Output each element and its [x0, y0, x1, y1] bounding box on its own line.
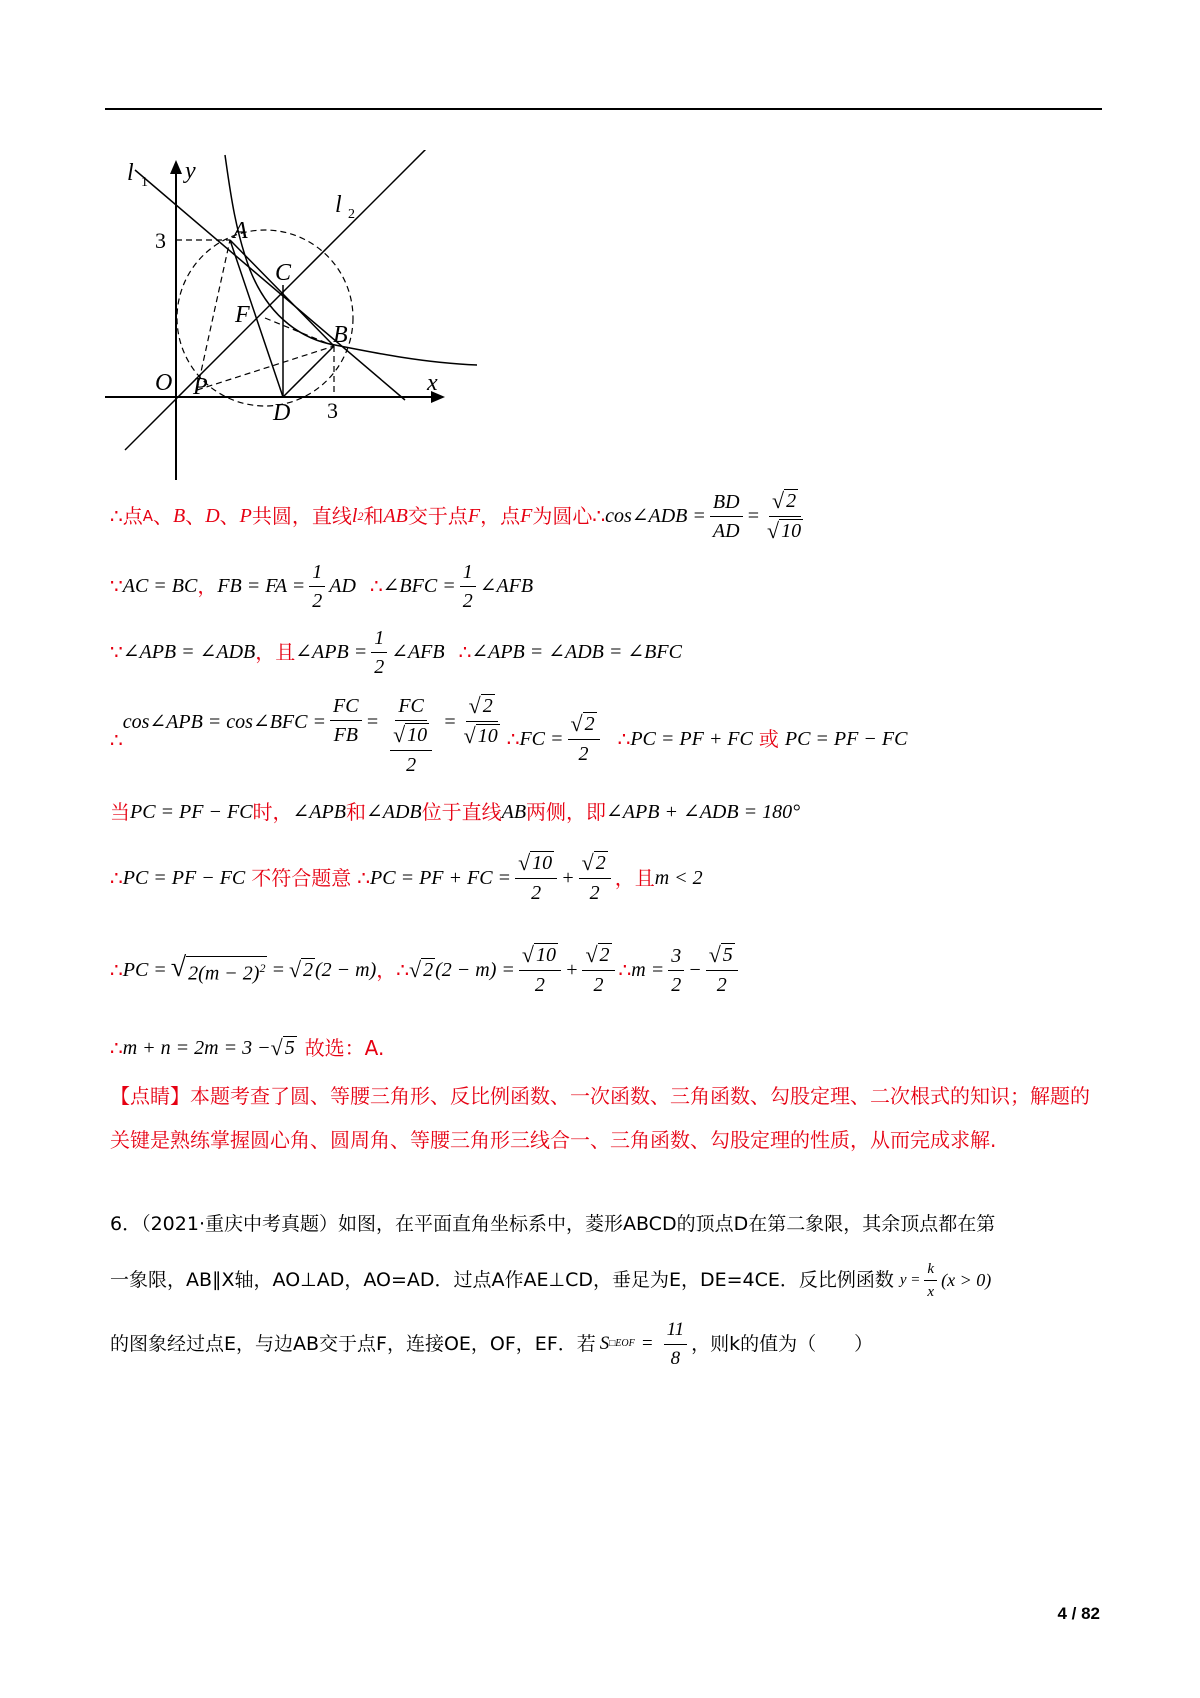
svg-text:A: A	[233, 218, 248, 244]
svg-text:B: B	[333, 322, 348, 348]
solution-line-6: ∴ PC = PF − FC 不符合题意 ∴ PC = PF + FC = √ 10 2 + √ 2 2 ，且 m < 2	[110, 850, 703, 904]
header-rule	[105, 108, 1102, 110]
geometry-figure	[105, 150, 485, 490]
svg-text:P: P	[193, 374, 208, 400]
svg-text:O: O	[155, 370, 173, 396]
svg-text:x: x	[427, 370, 438, 396]
solution-line-3: ∵ ∠APB = ∠ADB ，且 ∠APB = $\frac{1}{2}$ ∠AFB ∴ ∠APB = ∠ADB = ∠BFC	[110, 626, 682, 678]
solution-line-5: 当 PC = PF − FC 时， ∠APB 和 ∠ADB 位于直线 AB 两侧，即 ∠APB + ∠ADB = 180°	[110, 800, 801, 824]
svg-text:2: 2	[348, 207, 355, 222]
solution-line-7: ∴ PC = √ $2(m - 2)^2$ = √ 2 (2 − m) ， ∴ √ 2 (2 − m) = √ 10 2 + √ 2 2 ∴ m = $\frac{3}{2}$ − √ 5 2	[110, 940, 742, 1000]
svg-text:C: C	[275, 260, 292, 286]
question-6-line-2: 一象限，AB∥X轴，AO⊥AD，AO=AD．过点A作AE⊥CD，垂足为E，DE=4CE．反比例函数 y = $\frac{k}{x}$ (x > 0)	[110, 1260, 992, 1300]
svg-text:3: 3	[327, 398, 338, 423]
comment-paragraph: 【点睛】本题考查了圆、等腰三角形、反比例函数、一次函数、三角函数、勾股定理、二次根式的知识；解题的关键是熟练掌握圆心角、圆周角、等腰三角形三线合一、三角函数、勾股定理的性质，从而完成求解.	[110, 1084, 1090, 1152]
solution-line-8: ∴ m + n = 2m = 3 − √ 5 故选：A.	[110, 1035, 385, 1060]
question-6-line-3: 的图象经过点E，与边AB交于点F，连接OE，OF，EF．若 S □EOF = $\frac{11}{8}$ ，则k的值为（ ）	[110, 1318, 874, 1369]
page-number: 4 / 82	[1057, 1604, 1100, 1623]
y-axis-arrow	[170, 160, 182, 174]
svg-text:l: l	[127, 160, 134, 186]
solution-line-4: ∴ cos∠APB = cos∠BFC = $\frac{FC}{FB}$ = FC √ 10 2 = √ 2 √ 10 ∴ FC = √ 2 2 ∴ PC = PF + FC 或 PC = PF − FC	[110, 693, 908, 776]
svg-text:1: 1	[141, 175, 148, 190]
svg-text:3: 3	[155, 228, 166, 253]
svg-text:y: y	[185, 158, 196, 184]
solution-line-1: ∴点 A 、 B 、 D 、 P 共圆，直线 l 2 和 AB 交于点 F ，点 F 为圆心∴ cos∠ADB = $\frac{BD}{AD}$ = √ 2 √ 10	[110, 487, 802, 543]
svg-text:l: l	[335, 192, 342, 218]
svg-text:F: F	[235, 302, 250, 328]
question-6-line-1: 6．（2021·重庆中考真题）如图，在平面直角坐标系中，菱形ABCD的顶点D在第二象限，其余顶点都在第	[110, 1213, 996, 1235]
svg-text:D: D	[273, 400, 291, 426]
hyperbola	[225, 155, 477, 365]
solution-line-2: ∵ AC = BC ， FB = FA = $\frac{1}{2}$ AD ∴ ∠BFC = $\frac{1}{2}$ ∠AFB	[110, 560, 534, 612]
